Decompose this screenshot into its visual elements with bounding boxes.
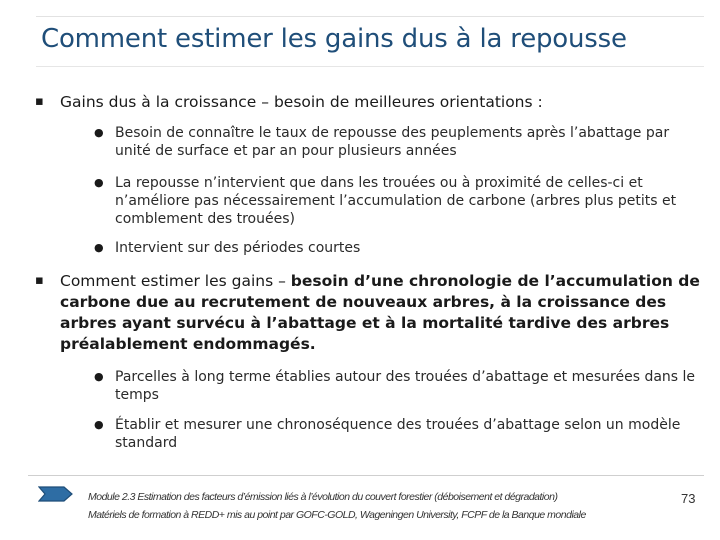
- square-bullet-icon: ▪: [35, 273, 44, 288]
- page-number: 73: [681, 491, 696, 506]
- title-rule: [36, 66, 704, 67]
- footer-module-text: Module 2.3 Estimation des facteurs d’émission liés à l’évolution du couvert forestier (déboisement et dégradation): [88, 491, 558, 503]
- round-bullet-icon: ●: [94, 126, 104, 139]
- bullet-text: [60, 271, 710, 355]
- bullet-text-bold: besoin d’une chronologie de l’accumulation de carbone due au recrutement de nouveaux arbres, à la croissance des arbres ayant survécu à l’abattage et à la mortalité tardive des arbres préalablement endommagés.: [60, 272, 700, 353]
- sub-bullet-text: Intervient sur des périodes courtes: [115, 240, 361, 256]
- sub-bullet-text: Besoin de connaître le taux de repousse des peuplements après l’abattage par unité de surface et par an pour plusieurs années: [115, 125, 670, 159]
- round-bullet-icon: ●: [94, 370, 104, 383]
- footer-rule: [28, 475, 704, 476]
- chevron-arrow-icon: [38, 484, 74, 504]
- square-bullet-icon: ▪: [35, 94, 44, 109]
- sub-bullet-text: La repousse n’intervient que dans les trouées ou à proximité de celles-ci et n’améliore pas nécessairement l’accumulation de carbone (arbres plus petits et comblement des trouées): [115, 175, 677, 227]
- round-bullet-icon: ●: [94, 176, 104, 189]
- round-bullet-icon: ●: [94, 418, 104, 431]
- sub-bullet-text: Parcelles à long terme établies autour des trouées d’abattage et mesurées dans le temps: [115, 369, 696, 403]
- footer-credits-text: Matériels de formation à REDD+ mis au point par GOFC-GOLD, Wageningen University, FCPF de la Banque mondiale: [88, 509, 586, 521]
- bullet-text: Gains dus à la croissance – besoin de meilleures orientations :: [60, 93, 543, 111]
- top-rule: [36, 16, 704, 17]
- slide-title: Comment estimer les gains dus à la repousse: [41, 24, 627, 54]
- sub-bullet-text: Établir et mesurer une chronoséquence des trouées d’abattage selon un modèle standard: [115, 417, 681, 451]
- round-bullet-icon: ●: [94, 241, 104, 254]
- bullet-text-normal: Comment estimer les gains –: [60, 272, 291, 290]
